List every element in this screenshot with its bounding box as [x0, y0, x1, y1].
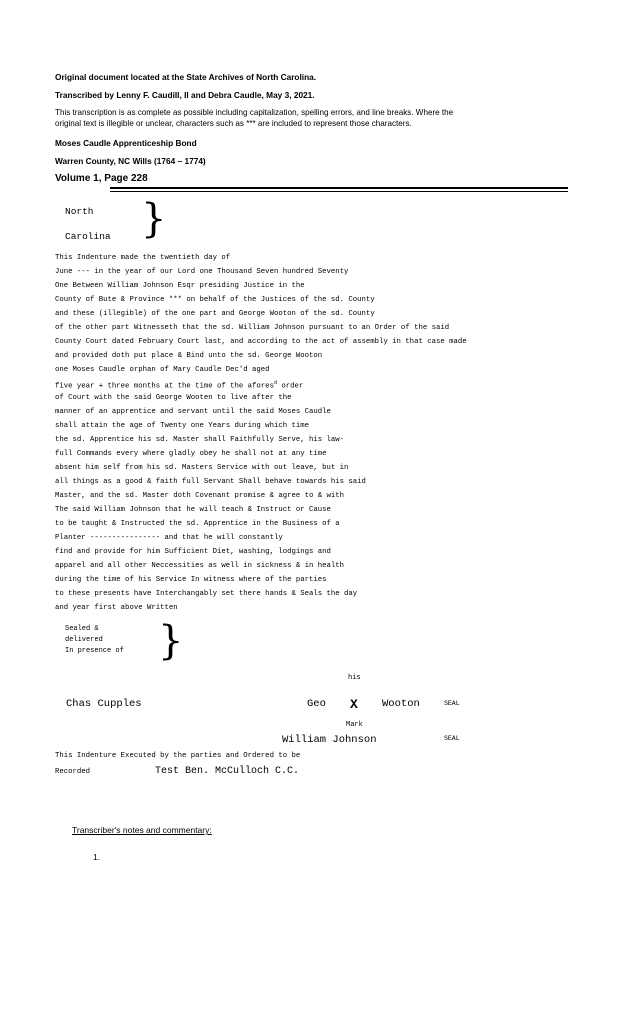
- header-note-line-2: original text is illegible or unclear, characters such as *** are included to represent those characters.: [55, 119, 412, 128]
- recorded-label: Recorded: [55, 768, 91, 776]
- body-line: find and provide for him Sufficient Diet, washing, lodgings and: [55, 548, 331, 556]
- body-line-text: five year + three months at the time of the afores: [55, 382, 274, 391]
- rule-thick: [110, 187, 568, 189]
- body-line: of the other part Witnesseth that the sd. William Johnson pursuant to an Order of the said: [55, 324, 450, 332]
- document-title: Moses Caudle Apprenticeship Bond: [55, 138, 197, 148]
- body-line: all things as a good & faith full Servant Shall behave towards his said: [55, 478, 366, 486]
- body-line: County of Bute & Province *** on behalf of the Justices of the sd. County: [55, 296, 375, 304]
- body-line: June --- in the year of our Lord one Thousand Seven hundred Seventy: [55, 268, 349, 276]
- volume-page: Volume 1, Page 228: [55, 173, 148, 184]
- body-line: manner of an apprentice and servant until the said Moses Caudle: [55, 408, 331, 416]
- superscript-d: d: [273, 380, 277, 386]
- seal-label-2: SEAL: [444, 735, 460, 742]
- body-line: the sd. Apprentice his sd. Master shall Faithfully Serve, his law-: [55, 436, 345, 444]
- document-subtitle: Warren County, NC Wills (1764 – 1774): [55, 156, 206, 166]
- sealed-line-1: Sealed &: [65, 625, 99, 633]
- body-line: This Indenture made the twentieth day of: [55, 254, 231, 262]
- header-archive-line: Original document located at the State Archives of North Carolina.: [55, 72, 317, 82]
- witness-signature: Chas Cupples: [66, 698, 142, 710]
- body-line: full Commands every where gladly obey he shall not at any time: [55, 450, 327, 458]
- rule-thin: [110, 191, 568, 192]
- place-carolina: Carolina: [65, 231, 111, 242]
- body-line: Planter ---------------- and that he will constantly: [55, 534, 283, 542]
- body-line: shall attain the age of Twenty one Years during which time: [55, 422, 309, 430]
- body-line: One Between William Johnson Esqr presiding Justice in the: [55, 282, 305, 290]
- header-note-line-1: This transcription is as complete as possible including capitalization, spelling errors, and line breaks. Where the: [55, 108, 454, 117]
- test-signature: Test Ben. McCulloch C.C.: [155, 766, 300, 777]
- body-line: and these (illegible) of the one part and George Wooton of the sd. County: [55, 310, 375, 318]
- body-line-tail: order: [276, 382, 304, 391]
- sealed-line-2: delivered: [65, 636, 103, 644]
- body-line: during the time of his Service In witness where of the parties: [55, 576, 327, 584]
- place-brace: }: [141, 196, 167, 242]
- body-line: to these presents have Interchangably set there hands & Seals the day: [55, 590, 358, 598]
- body-line: of Court with the said George Wooten to live after the: [55, 394, 292, 402]
- notes-item-1: 1.: [93, 852, 101, 862]
- body-line: [55, 380, 303, 390]
- johnson-signature: William Johnson: [282, 734, 377, 746]
- body-line: Master, and the sd. Master doth Covenant promise & agree to & with: [55, 492, 345, 500]
- body-line: apparel and all other Neccessities as well in sickness & in health: [55, 562, 345, 570]
- body-line: one Moses Caudle orphan of Mary Caudle Dec'd aged: [55, 366, 270, 374]
- geo-signature: Geo: [307, 698, 326, 710]
- body-line: to be taught & Instructed the sd. Apprentice in the Business of a: [55, 520, 340, 528]
- body-line: The said William Johnson that he will teach & Instruct or Cause: [55, 506, 331, 514]
- wooton-signature: Wooton: [382, 698, 420, 710]
- executed-line: This Indenture Executed by the parties and Ordered to be: [55, 752, 301, 760]
- mark-x: X: [350, 697, 358, 712]
- body-line: absent him self from his sd. Masters Service with out leave, but in: [55, 464, 349, 472]
- notes-heading: Transcriber's notes and commentary:: [72, 825, 212, 835]
- sealed-line-3: In presence of: [65, 647, 124, 655]
- body-line: and year first above Written: [55, 604, 178, 612]
- seal-label-1: SEAL: [444, 700, 460, 707]
- sealed-brace: }: [158, 618, 184, 664]
- body-line: and provided doth put place & Bind unto the sd. George Wooton: [55, 352, 323, 360]
- mark-label: Mark: [346, 721, 363, 729]
- header-transcribers-line: Transcribed by Lenny F. Caudill, II and Debra Caudle, May 3, 2021.: [55, 90, 315, 100]
- body-line: County Court dated February Court last, and according to the act of assembly in that case made: [55, 338, 467, 346]
- place-north: North: [65, 206, 94, 217]
- his-label: his: [348, 674, 361, 682]
